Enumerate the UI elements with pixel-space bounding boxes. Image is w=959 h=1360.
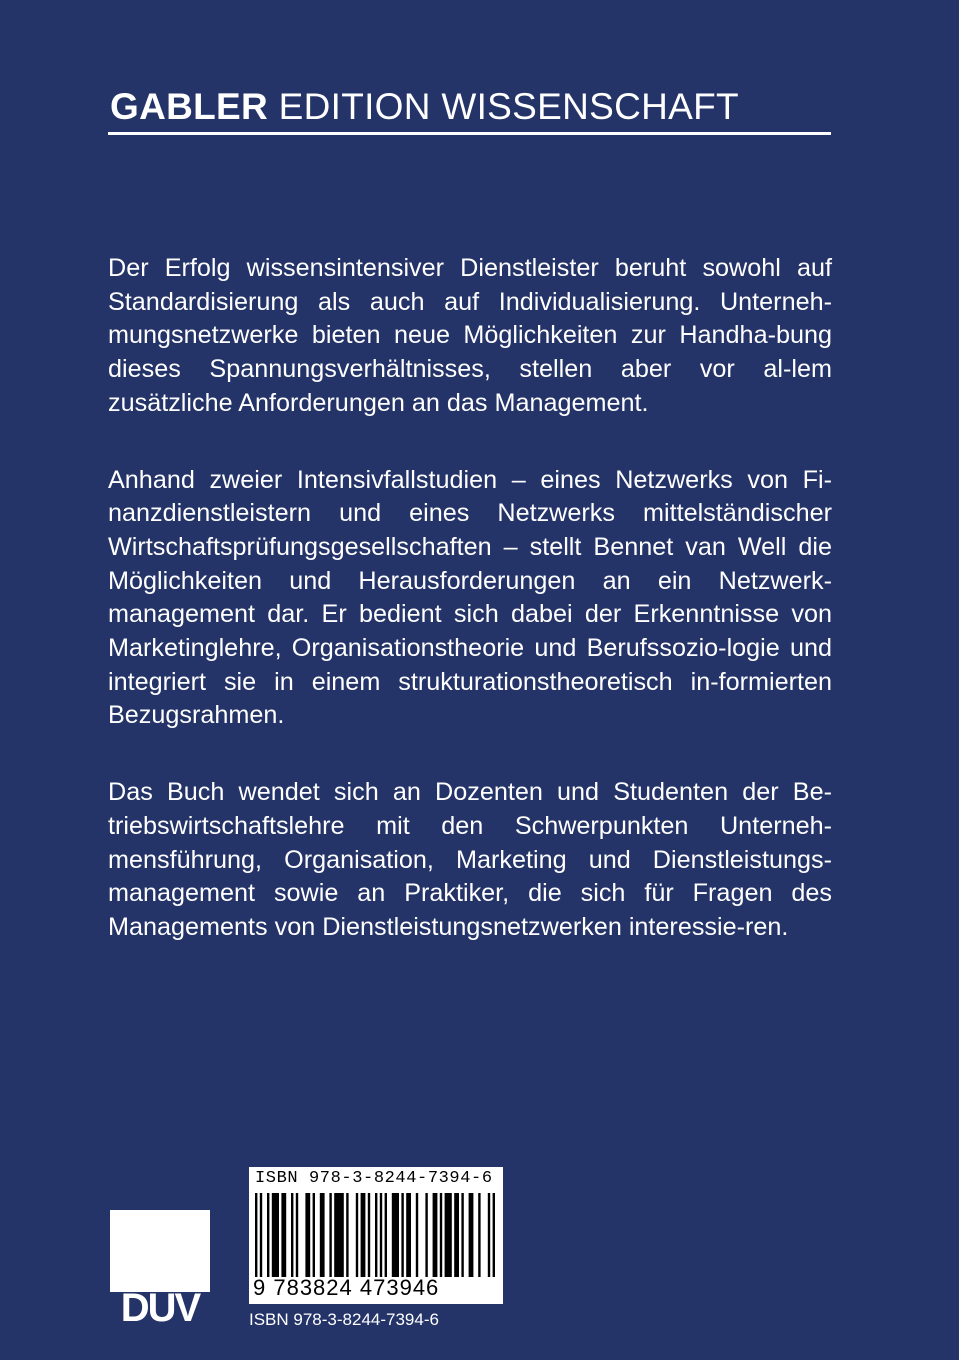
barcode-bar — [445, 1193, 452, 1277]
barcode-bar — [313, 1193, 315, 1277]
barcode-bar — [320, 1193, 325, 1277]
barcode-bar — [478, 1193, 480, 1277]
blurb-paragraph: Das Buch wendet sich an Dozenten und Studenten der Be-triebswirtschaftslehre mit den Schwerpunkten Unterneh-mensführung, Organisation, Marketing und Dienstleistungs-management sowie an Praktiker, die sich für Fragen des Managements von Dienstleistungsnetzwerken interessie-ren. — [108, 778, 832, 941]
barcode-bar — [368, 1193, 370, 1277]
series-title — [110, 84, 739, 130]
barcode-bar — [267, 1193, 269, 1277]
barcode-bar — [433, 1193, 438, 1277]
barcode-bar — [272, 1193, 279, 1277]
blurb-paragraph: Anhand zweier Intensivfallstudien – eines Netzwerks von Fi-nanzdienstleistern und eines Netzwerks mittelständischer Wirtschaftsprüfungsgesellschaften – stellt Bennet van Well die Möglichkeiten und Herausforderungen an ein Netzwerk-management dar. Er bedient sich dabei der Erkenntnisse von Marketinglehre, Organisationstheorie und Berufssozio-logie und integriert sie in einem strukturationstheoretisch in-formierten Bezugsrahmen. — [108, 465, 832, 730]
series-publisher: GABLER — [110, 86, 269, 127]
blurb-paragraph: Der Erfolg wissensintensiver Dienstleister beruht sowohl auf Standardisierung als auch auf Individualisierung. Unterneh-mungsnetzwerke bieten neue Möglichkeiten zur Handha-bung dieses Spannungsverhältnisses, stellen aber vor al-lem zusätzliche Anforderungen an das Management. — [108, 254, 832, 417]
barcode-bar — [406, 1193, 411, 1277]
barcode-bar — [401, 1193, 403, 1277]
barcode-bar — [255, 1193, 257, 1277]
barcode-bar — [334, 1193, 344, 1277]
barcode-bar — [385, 1193, 387, 1277]
barcode-digits: 9 783824 473946 — [253, 1275, 440, 1300]
series-edition: EDITION WISSENSCHAFT — [278, 86, 739, 127]
barcode-bar — [425, 1193, 427, 1277]
barcode-bar — [416, 1193, 418, 1277]
barcode-bar — [440, 1193, 442, 1277]
duv-logo-text: DUV — [120, 1286, 200, 1322]
barcode-bar — [392, 1193, 399, 1277]
duv-logo — [110, 1210, 210, 1322]
barcode-bar — [291, 1193, 293, 1277]
series-underline — [108, 132, 831, 135]
barcode-bar — [356, 1193, 358, 1277]
barcode-bar — [375, 1193, 377, 1277]
barcode-bars — [253, 1193, 499, 1277]
barcode-bar — [454, 1193, 459, 1277]
barcode-bar — [361, 1193, 366, 1277]
barcode-bar — [488, 1193, 490, 1277]
barcode-bar — [380, 1193, 382, 1277]
barcode-bar — [329, 1193, 331, 1277]
barcode-bar — [296, 1193, 298, 1277]
barcode-bar — [346, 1193, 348, 1277]
barcode-bar — [493, 1193, 495, 1277]
blurb-text — [108, 252, 832, 988]
barcode — [249, 1167, 503, 1304]
barcode-bar — [260, 1193, 262, 1277]
barcode-isbn-label: ISBN 978-3-8244-7394-6 — [255, 1169, 493, 1188]
isbn-number: ISBN 978-3-8244-7394-6 — [249, 1310, 439, 1329]
barcode-bar — [305, 1193, 310, 1277]
barcode-bar — [469, 1193, 474, 1277]
barcode-bar — [281, 1193, 286, 1277]
barcode-bar — [461, 1193, 463, 1277]
